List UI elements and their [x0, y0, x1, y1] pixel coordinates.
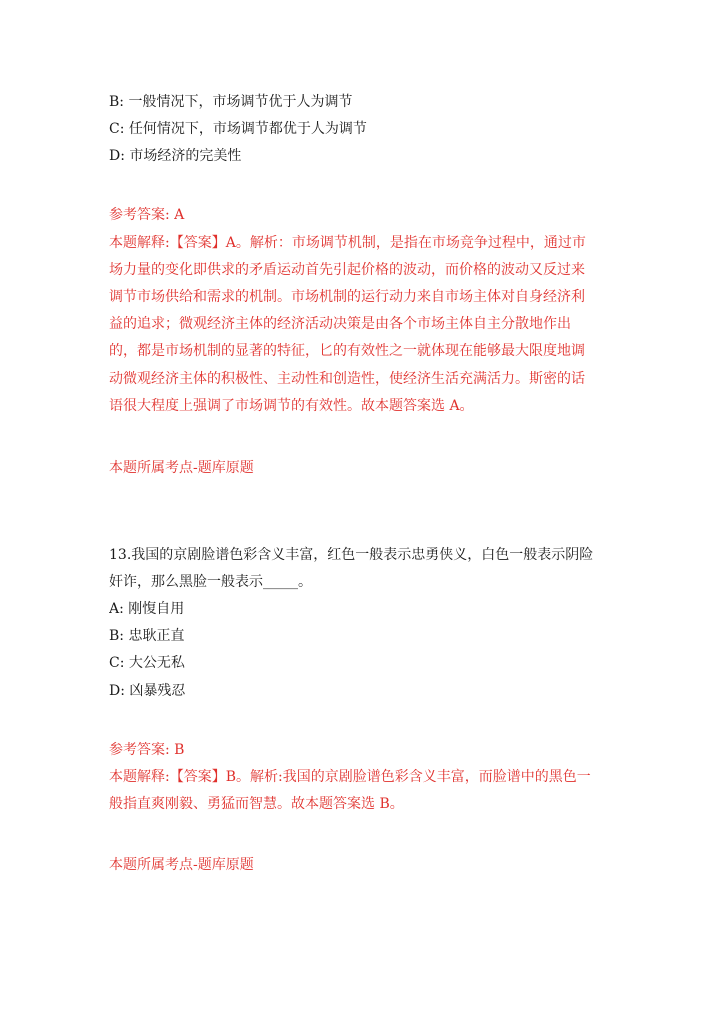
- q12-explanation-line: 益的追求；微观经济主体的经济活动决策是由各个市场主体自主分散地作出: [109, 316, 571, 332]
- q12-option-d: D: 市场经济的完美性: [109, 148, 242, 164]
- q12-explanation-line: 动微观经济主体的积极性、主动性和创造性，使经济生活充满活力。斯密的话: [109, 371, 585, 387]
- q13-explanation-line: 般指直爽刚毅、勇猛而智慧。故本题答案选 B。: [109, 796, 404, 812]
- q13-question-line: 13.我国的京剧脸谱色彩含义丰富，红色一般表示忠勇侠义，白色一般表示阴险: [109, 547, 594, 563]
- q13-option-a: A: 刚愎自用: [109, 601, 185, 617]
- q12-explanation-line: 场力量的变化即供求的矛盾运动首先引起价格的波动，而价格的波动又反过来: [109, 262, 585, 278]
- q12-option-c: C: 任何情况下，市场调节都优于人为调节: [109, 121, 367, 137]
- q12-option-b: B: 一般情况下，市场调节优于人为调节: [109, 94, 353, 110]
- q13-answer: 参考答案: B: [109, 742, 185, 758]
- q12-explanation-line: 的，都是市场机制的显著的特征，匕的有效性之一就体现在能够最大限度地调: [109, 343, 585, 359]
- q12-explanation-line: 本题解释:【答案】A。解析：市场调节机制，是指在市场竞争过程中，通过市: [109, 235, 586, 251]
- q13-explanation-line: 本题解释:【答案】B。解析:我国的京剧脸谱色彩含义丰富，而脸谱中的黑色一: [109, 769, 591, 785]
- q13-option-d: D: 凶暴残忍: [109, 683, 186, 699]
- q12-explanation-line: 语很大程度上强调了市场调节的有效性。故本题答案选 A。: [109, 398, 474, 414]
- q12-answer: 参考答案: A: [109, 207, 185, 223]
- q13-option-c: C: 大公无私: [109, 655, 185, 671]
- q12-source: 本题所属考点-题库原题: [109, 460, 254, 476]
- q13-question-line: 奸诈，那么黑脸一般表示_____。: [109, 574, 312, 590]
- q13-option-b: B: 忠耿正直: [109, 628, 185, 644]
- q12-explanation-line: 调节市场供给和需求的机制。市场机制的运行动力来自市场主体对自身经济利: [109, 289, 585, 305]
- q13-source: 本题所属考点-题库原题: [109, 857, 254, 873]
